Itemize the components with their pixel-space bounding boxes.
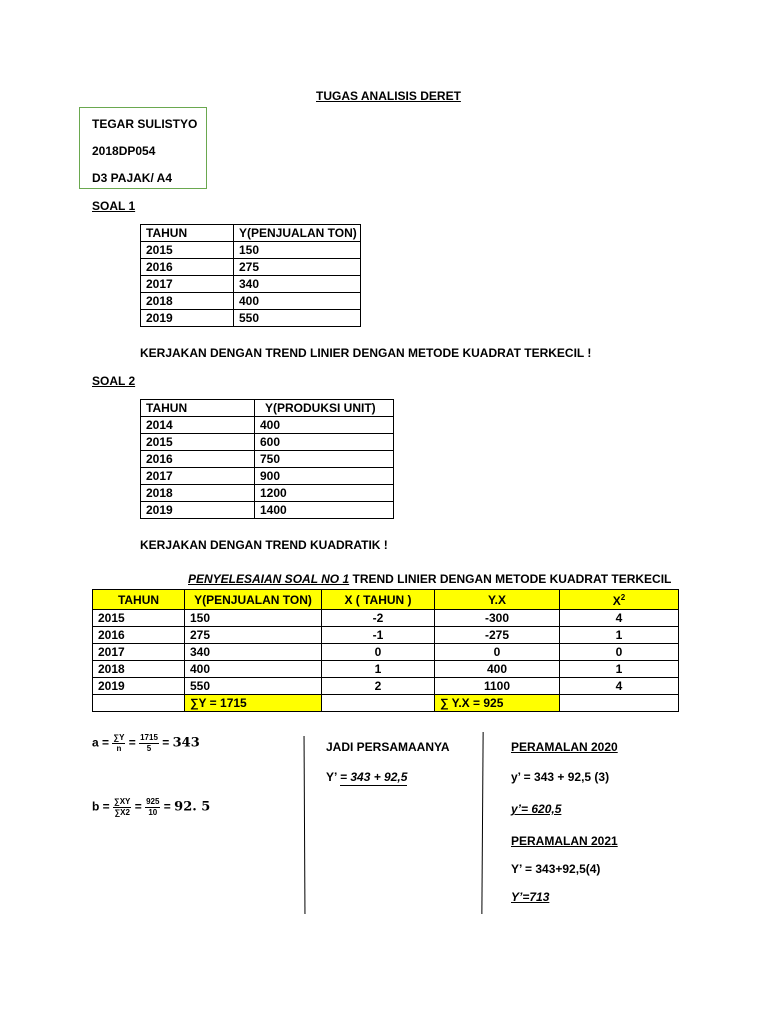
conclusion-heading: JADI PERSAMAANYA	[326, 740, 450, 754]
table-cell: 2017	[93, 644, 185, 661]
table-cell: 2016	[93, 627, 185, 644]
soal1-instruction: KERJAKAN DENGAN TREND LINIER DENGAN METODE KUADRAT TERKECIL !	[140, 346, 592, 360]
table-cell: 2018	[141, 293, 234, 310]
table-cell: 1400	[255, 502, 394, 519]
table-cell: 2016	[141, 451, 255, 468]
table-cell: 150	[185, 610, 322, 627]
table-cell	[560, 695, 679, 712]
table-cell: 2015	[141, 434, 255, 451]
student-class: D3 PAJAK/ A4	[92, 171, 173, 185]
equals-sign: =	[128, 735, 136, 750]
table-cell: 2019	[141, 502, 255, 519]
table-cell: 600	[255, 434, 394, 451]
sum-y-cell: ∑Y = 1715	[185, 695, 322, 712]
table-cell: 400	[185, 661, 322, 678]
formula-a	[92, 733, 200, 754]
table-row	[141, 276, 361, 293]
divider-line-left	[304, 736, 306, 914]
table-row	[93, 661, 679, 678]
table-row	[141, 293, 361, 310]
table-row	[141, 310, 361, 327]
table-cell: 2	[322, 678, 435, 695]
forecast-2021-heading: PERAMALAN 2021	[511, 834, 618, 848]
table-row	[141, 451, 394, 468]
formula-b-result: 92. 5	[174, 799, 211, 815]
header-cell: Y(PENJUALAN TON)	[234, 225, 361, 242]
table-cell: 400	[255, 417, 394, 434]
fraction	[113, 797, 131, 818]
denominator: 5	[146, 744, 152, 753]
table-cell: 550	[185, 678, 322, 695]
formula-b-lhs: b =	[92, 799, 110, 814]
table-cell: 1	[560, 627, 679, 644]
table-cell	[93, 695, 185, 712]
table-row	[141, 242, 361, 259]
table-cell: 150	[234, 242, 361, 259]
forecast-2021-line: Y’ = 343+92,5(4)	[511, 862, 601, 876]
table-cell: 2015	[93, 610, 185, 627]
forecast-2021-result: Y’=713	[511, 890, 550, 904]
table-row	[93, 627, 679, 644]
conclusion-equation	[326, 770, 407, 786]
table-cell: 2018	[93, 661, 185, 678]
soal1-table	[140, 224, 361, 327]
table-cell: 275	[234, 259, 361, 276]
numerator: 1715	[140, 733, 158, 742]
header-cell: Y.X	[435, 590, 560, 610]
table-cell: -275	[435, 627, 560, 644]
header-cell: Y(PENJUALAN TON)	[185, 590, 322, 610]
header-cell: X ( TAHUN )	[322, 590, 435, 610]
table-row	[141, 502, 394, 519]
table-cell: 1	[322, 661, 435, 678]
table-row	[93, 644, 679, 661]
table-row	[93, 610, 679, 627]
table-row	[141, 434, 394, 451]
table-row	[141, 417, 394, 434]
sum-yx-cell: ∑ Y.X = 925	[435, 695, 560, 712]
header-cell: TAHUN	[141, 225, 234, 242]
denominator: ∑X2	[114, 808, 130, 817]
table-row	[141, 485, 394, 502]
forecast-2020-heading: PERAMALAN 2020	[511, 740, 618, 754]
solution-heading-italic: PENYELESAIAN SOAL NO 1	[188, 572, 350, 586]
table-cell: 1200	[255, 485, 394, 502]
table-cell: 2018	[141, 485, 255, 502]
equals-sign: =	[162, 735, 170, 750]
table-row	[93, 678, 679, 695]
header-cell: TAHUN	[93, 590, 185, 610]
table-cell: 0	[560, 644, 679, 661]
table-cell: 2015	[141, 242, 234, 259]
header-cell: Y(PRODUKSI UNIT)	[255, 400, 394, 417]
student-id: 2018DP054	[92, 144, 156, 158]
numerator: ∑XY	[114, 797, 131, 806]
table-cell: 340	[185, 644, 322, 661]
fraction	[139, 733, 159, 754]
table-cell: 2019	[141, 310, 234, 327]
divider-line-right	[481, 732, 483, 914]
table-cell: 4	[560, 678, 679, 695]
table-cell: 0	[322, 644, 435, 661]
table-cell: 1100	[435, 678, 560, 695]
formula-a-result: 343	[172, 735, 200, 751]
table-cell	[322, 695, 435, 712]
soal2-table	[140, 399, 394, 519]
table-cell: 275	[185, 627, 322, 644]
numerator: ∑Y	[113, 733, 125, 742]
table-sum-row	[93, 695, 679, 712]
table-header-row	[141, 400, 394, 417]
table-cell: 2017	[141, 276, 234, 293]
fraction	[112, 733, 125, 754]
table-cell: -1	[322, 627, 435, 644]
page-title: TUGAS ANALISIS DERET	[316, 89, 461, 103]
table-cell: 340	[234, 276, 361, 293]
solution-heading	[188, 572, 671, 586]
formula-a-lhs: a =	[92, 735, 110, 750]
x-exponent: 2	[620, 593, 626, 602]
equals-sign: =	[134, 799, 142, 814]
table-cell: 2019	[93, 678, 185, 695]
denominator: n	[116, 744, 122, 753]
table-cell: 400	[234, 293, 361, 310]
table-cell: 2016	[141, 259, 234, 276]
table-cell: 2014	[141, 417, 255, 434]
denominator: 10	[148, 808, 158, 817]
formula-b	[92, 797, 210, 818]
soal2-instruction: KERJAKAN DENGAN TREND KUADRATIK !	[140, 538, 388, 552]
table-cell: 400	[435, 661, 560, 678]
equals-sign: =	[163, 799, 171, 814]
forecast-2020-result: y’= 620,5	[511, 802, 562, 816]
table-cell: -300	[435, 610, 560, 627]
table-header-row	[93, 590, 679, 610]
x-label: X	[612, 594, 621, 608]
solution-table	[92, 589, 679, 712]
soal1-label: SOAL 1	[92, 199, 136, 213]
table-row	[141, 259, 361, 276]
forecast-2020-line: y’ = 343 + 92,5 (3)	[511, 770, 610, 784]
header-cell: TAHUN	[141, 400, 255, 417]
table-cell: 750	[255, 451, 394, 468]
header-cell-x-squared	[560, 590, 679, 610]
table-row	[141, 468, 394, 485]
table-cell: 900	[255, 468, 394, 485]
table-cell: 4	[560, 610, 679, 627]
equation-prefix: Y’	[326, 770, 341, 784]
table-cell: 0	[435, 644, 560, 661]
soal2-label: SOAL 2	[92, 374, 136, 388]
table-cell: 550	[234, 310, 361, 327]
table-header-row	[141, 225, 361, 242]
numerator: 925	[146, 797, 160, 806]
table-cell: -2	[322, 610, 435, 627]
student-name: TEGAR SULISTYO	[92, 117, 198, 131]
table-cell: 2017	[141, 468, 255, 485]
equation-rhs: = 343 + 92,5	[340, 770, 408, 784]
table-cell: 1	[560, 661, 679, 678]
fraction	[145, 797, 160, 818]
solution-heading-rest: TREND LINIER DENGAN METODE KUADRAT TERKECIL	[349, 572, 672, 586]
